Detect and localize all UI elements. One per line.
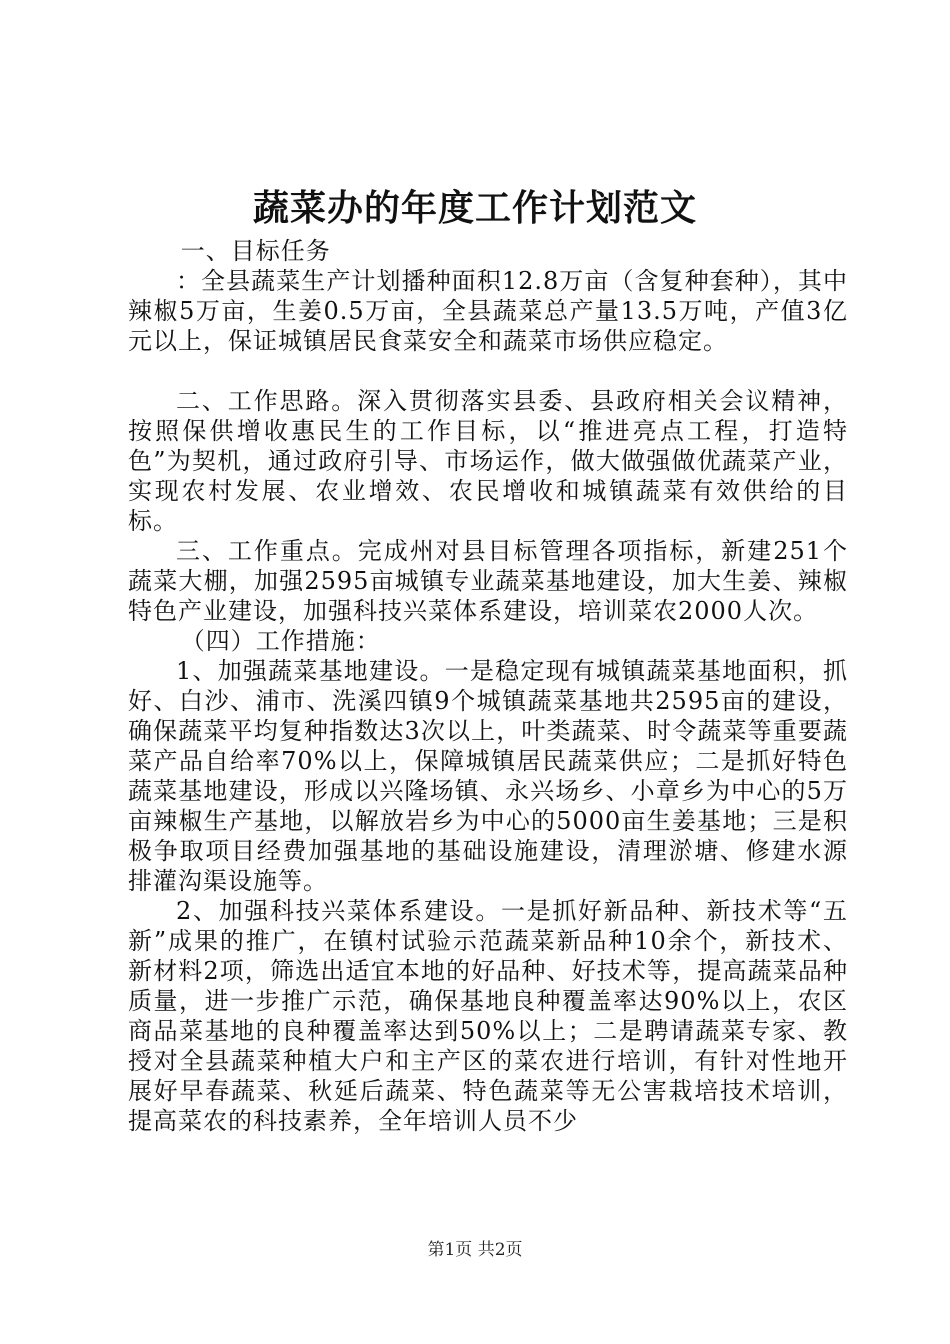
paragraph-measure-2: 2、加强科技兴菜体系建设。一是抓好新品种、新技术等“五新”成果的推广，在镇村试验示范蔬菜新品种10余个，新技术、新材料2项，筛选出适宜本地的好品种、好技术等，提高蔬菜品种质量，进一步推广示范，确保基地良种覆盖率达90%以上，农区商品菜基地的良种覆盖率达到50%以上；二是聘请蔬菜专家、教授对全县蔬菜种植大户和主产区的菜农进行培训，有针对性地开展好早春蔬菜、秋延后蔬菜、特色蔬菜等无公害栽培技术培训，提高菜农的科技素养，全年培训人员不少 (128, 897, 848, 1135)
page-number: 第1页 共2页 (427, 1240, 523, 1260)
section-heading-measures: （四）工作措施： (180, 627, 381, 655)
section-heading-goals: 一、目标任务 (180, 237, 331, 265)
paragraph-goals: ：全县蔬菜生产计划播种面积12.8万亩（含复种套种），其中辣椒5万亩，生姜0.5万亩，全县蔬菜总产量13.5万吨，产值3亿元以上，保证城镇居民食菜安全和蔬菜市场供应稳定。 (128, 267, 848, 355)
paragraph-work-ideas: 二、工作思路。深入贯彻落实县委、县政府相关会议精神，按照保供增收惠民生的工作目标，以“推进亮点工程，打造特色”为契机，通过政府引导、市场运作，做大做强做优蔬菜产业，实现农村发展、农业增效、农民增收和城镇蔬菜有效供给的目标。 (128, 387, 848, 535)
paragraph-measure-1: 1、加强蔬菜基地建设。一是稳定现有城镇蔬菜基地面积，抓好、白沙、浦市、洗溪四镇9个城镇蔬菜基地共2595亩的建设，确保蔬菜平均复种指数达3次以上，叶类蔬菜、时令蔬菜等重要蔬菜产品自给率70%以上，保障城镇居民蔬菜供应；二是抓好特色蔬菜基地建设，形成以兴隆场镇、永兴场乡、小章乡为中心的5万亩辣椒生产基地，以解放岩乡为中心的5000亩生姜基地；三是积极争取项目经费加强基地的基础设施建设，清理淤塘、修建水源排灌沟渠设施等。 (128, 657, 848, 895)
document-title: 蔬菜办的年度工作计划范文 (252, 187, 697, 229)
document-body (128, 236, 848, 1136)
paragraph-work-focus: 三、工作重点。完成州对县目标管理各项指标，新建251个蔬菜大棚，加强2595亩城镇专业蔬菜基地建设，加大生姜、辣椒特色产业建设，加强科技兴菜体系建设，培训菜农2000人次。 (128, 537, 848, 625)
